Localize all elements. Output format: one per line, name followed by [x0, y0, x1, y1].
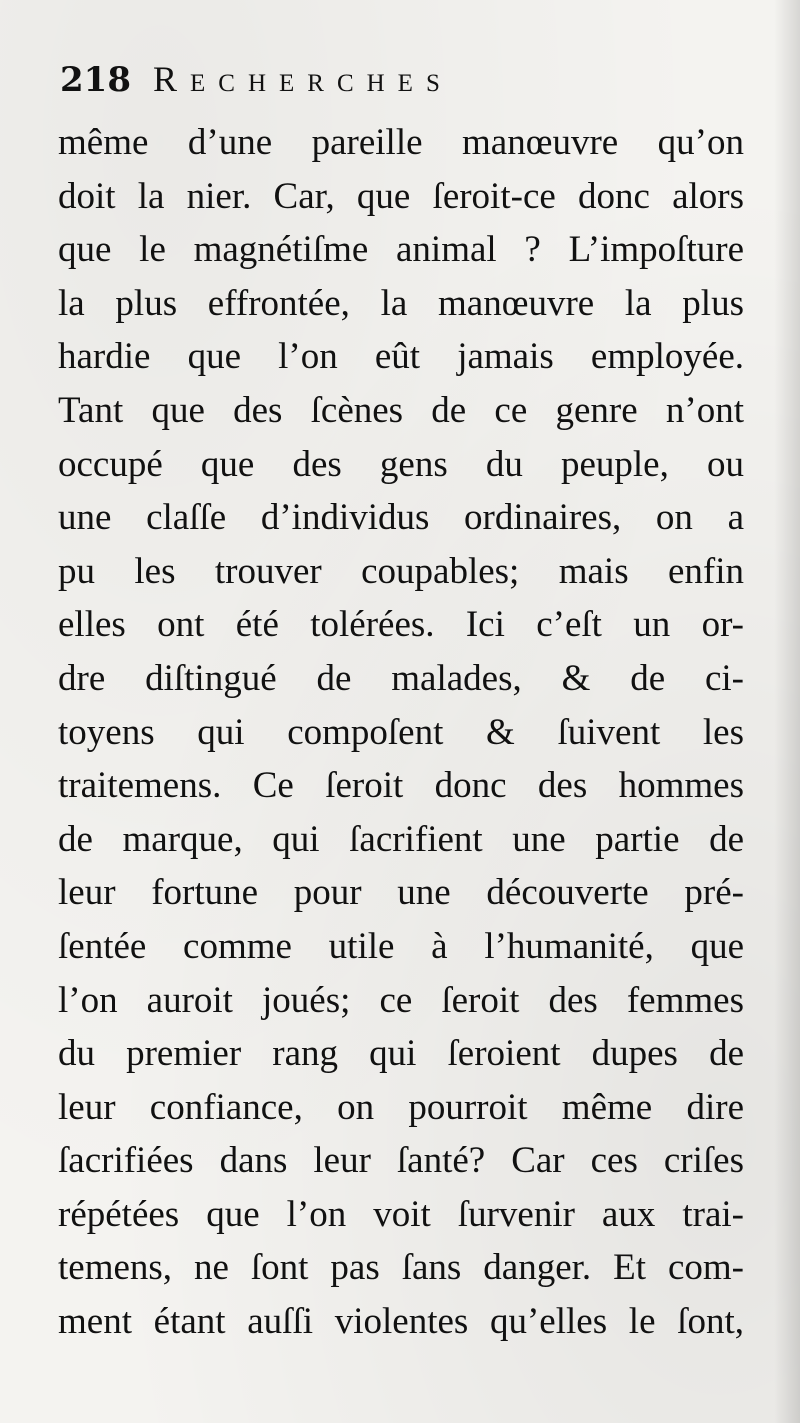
text-line: ſentée comme utile à l’humanité, que — [58, 925, 744, 967]
text-line: l’on auroit joués; ce ſeroit des femmes — [58, 979, 744, 1021]
page-number: 218 — [60, 60, 131, 100]
page-header — [60, 58, 760, 118]
text-line: même d’une pareille manœuvre qu’on — [58, 122, 744, 163]
text-line: toyens qui compoſent & ſuivent les — [58, 711, 744, 753]
text-line: traitemens. Ce ſeroit donc des hommes — [58, 765, 744, 807]
text-line: une claſſe d’individus ordinaires, on a — [58, 497, 744, 539]
text-line: pu les trouver coupables; mais enfin — [58, 550, 744, 592]
text-line: elles ont été tolérées. Ici c’eſt un or- — [58, 604, 744, 646]
text-line: leur confiance, on pourroit même dire — [58, 1086, 744, 1128]
text-line: la plus effrontée, la manœuvre la plus — [58, 282, 744, 324]
running-head: Recherches — [152, 59, 453, 99]
text-line: ſacrifiées dans leur ſanté? Car ces criſes — [58, 1140, 744, 1182]
text-line: du premier rang qui ſeroient dupes de — [58, 1033, 744, 1075]
text-line: leur fortune pour une découverte pré- — [58, 872, 744, 914]
text-line: ment étant auſſi violentes qu’elles le ſont, — [58, 1301, 744, 1343]
text-line: dre diſtingué de malades, & de ci- — [58, 657, 744, 699]
body-text — [58, 116, 744, 1349]
text-line: hardie que l’on eût jamais employée. — [58, 336, 744, 378]
page-edge-shadow — [774, 0, 800, 1423]
text-line: Tant que des ſcènes de ce genre n’ont — [58, 389, 744, 431]
text-line: doit la nier. Car, que ſeroit-ce donc alors — [58, 175, 744, 217]
text-line: occupé que des gens du peuple, ou — [58, 443, 744, 485]
text-line: de marque, qui ſacrifient une partie de — [58, 818, 744, 860]
text-line: répétées que l’on voit ſurvenir aux trai- — [58, 1193, 744, 1235]
text-line: que le magnétiſme animal ? L’impoſture — [58, 229, 744, 271]
text-line: temens, ne ſont pas ſans danger. Et com- — [58, 1247, 744, 1289]
